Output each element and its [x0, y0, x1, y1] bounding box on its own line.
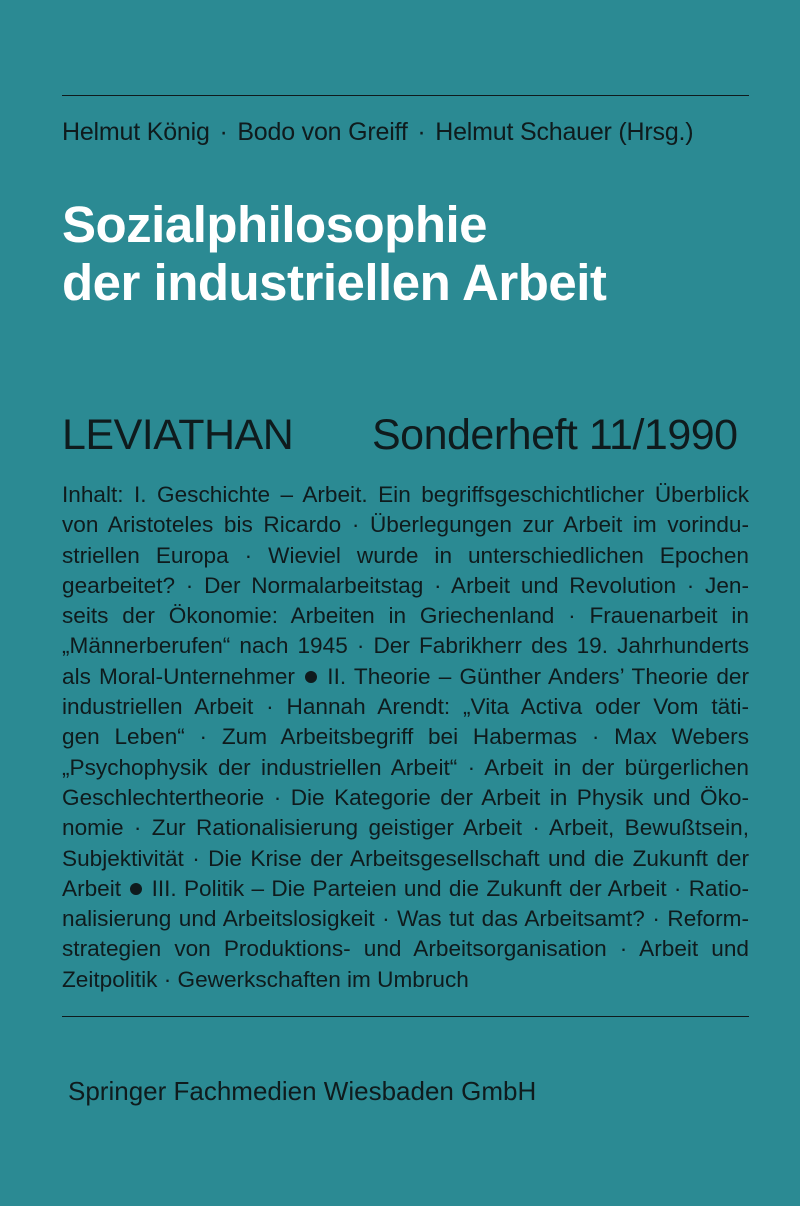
bottom-rule — [62, 1016, 749, 1017]
publisher-name: Springer Fachmedien Wiesbaden GmbH — [68, 1076, 537, 1106]
editor-separator: · — [417, 118, 426, 146]
contents-line: nalisierung und Arbeitslosigkeit · Was tut das Arbeitsamt? · Reform- — [62, 906, 749, 932]
title-line-1: Sozialphilosophie — [62, 196, 488, 253]
issue-number: Sonderheft 11/1990 — [372, 411, 738, 459]
contents-line: striellen Europa · Wieviel wurde in unterschiedlichen Epochen — [62, 542, 749, 568]
contents-line: Geschlechtertheorie · Die Kategorie der Arbeit in Physik und Öko- — [62, 784, 749, 810]
book-title — [62, 196, 606, 312]
title-line-2: der industriellen Arbeit — [62, 254, 607, 311]
contents-line: „Psychophysik der industriellen Arbeit“ · Arbeit in der bürgerlichen — [62, 754, 749, 780]
contents-line: strategien von Produktions- und Arbeitsorganisation · Arbeit und — [62, 936, 749, 962]
contents-line: Zeitpolitik · Gewerkschaften im Umbruch — [62, 966, 469, 992]
contents-line: Subjektivität · Die Krise der Arbeitsgesellschaft und die Zukunft der — [62, 845, 749, 871]
contents-line: Arbeit III. Politik – Die Parteien und die Zukunft der Arbeit · Ratio- — [62, 875, 749, 901]
top-rule — [62, 95, 749, 96]
section-bullet-icon — [130, 883, 142, 895]
editor-name: Helmut König — [62, 118, 210, 146]
contents-line: seits der Ökonomie: Arbeiten in Griechenland · Frauenarbeit in — [62, 603, 749, 629]
editor-name: Helmut Schauer (Hrsg.) — [435, 118, 694, 146]
section-bullet-icon — [305, 671, 317, 683]
contents-line: gen Leben“ · Zum Arbeitsbegriff bei Habermas · Max Webers — [62, 724, 749, 750]
contents-line: „Männerberufen“ nach 1945 · Der Fabrikherr des 19. Jahrhunderts — [62, 633, 749, 659]
contents-line: als Moral-Unternehmer II. Theorie – Günther Anders’ Theorie der — [62, 663, 749, 689]
editors-line — [62, 118, 693, 147]
contents-line: gearbeitet? · Der Normalarbeitstag · Arbeit und Revolution · Jen- — [62, 572, 749, 598]
editor-separator: · — [219, 118, 228, 146]
contents-line: nomie · Zur Rationalisierung geistiger Arbeit · Arbeit, Bewußtsein, — [62, 815, 749, 841]
contents-line: Inhalt: I. Geschichte – Arbeit. Ein begriffsgeschichtlicher Überblick — [62, 482, 749, 507]
editor-name: Bodo von Greiff — [237, 118, 408, 146]
contents-line: industriellen Arbeit · Hannah Arendt: „Vita Activa oder Vom täti- — [62, 694, 749, 720]
contents-line: von Aristoteles bis Ricardo · Überlegungen zur Arbeit im vorindu- — [62, 512, 749, 538]
table-of-contents — [62, 480, 749, 995]
series-name: LEVIATHAN — [62, 411, 294, 459]
